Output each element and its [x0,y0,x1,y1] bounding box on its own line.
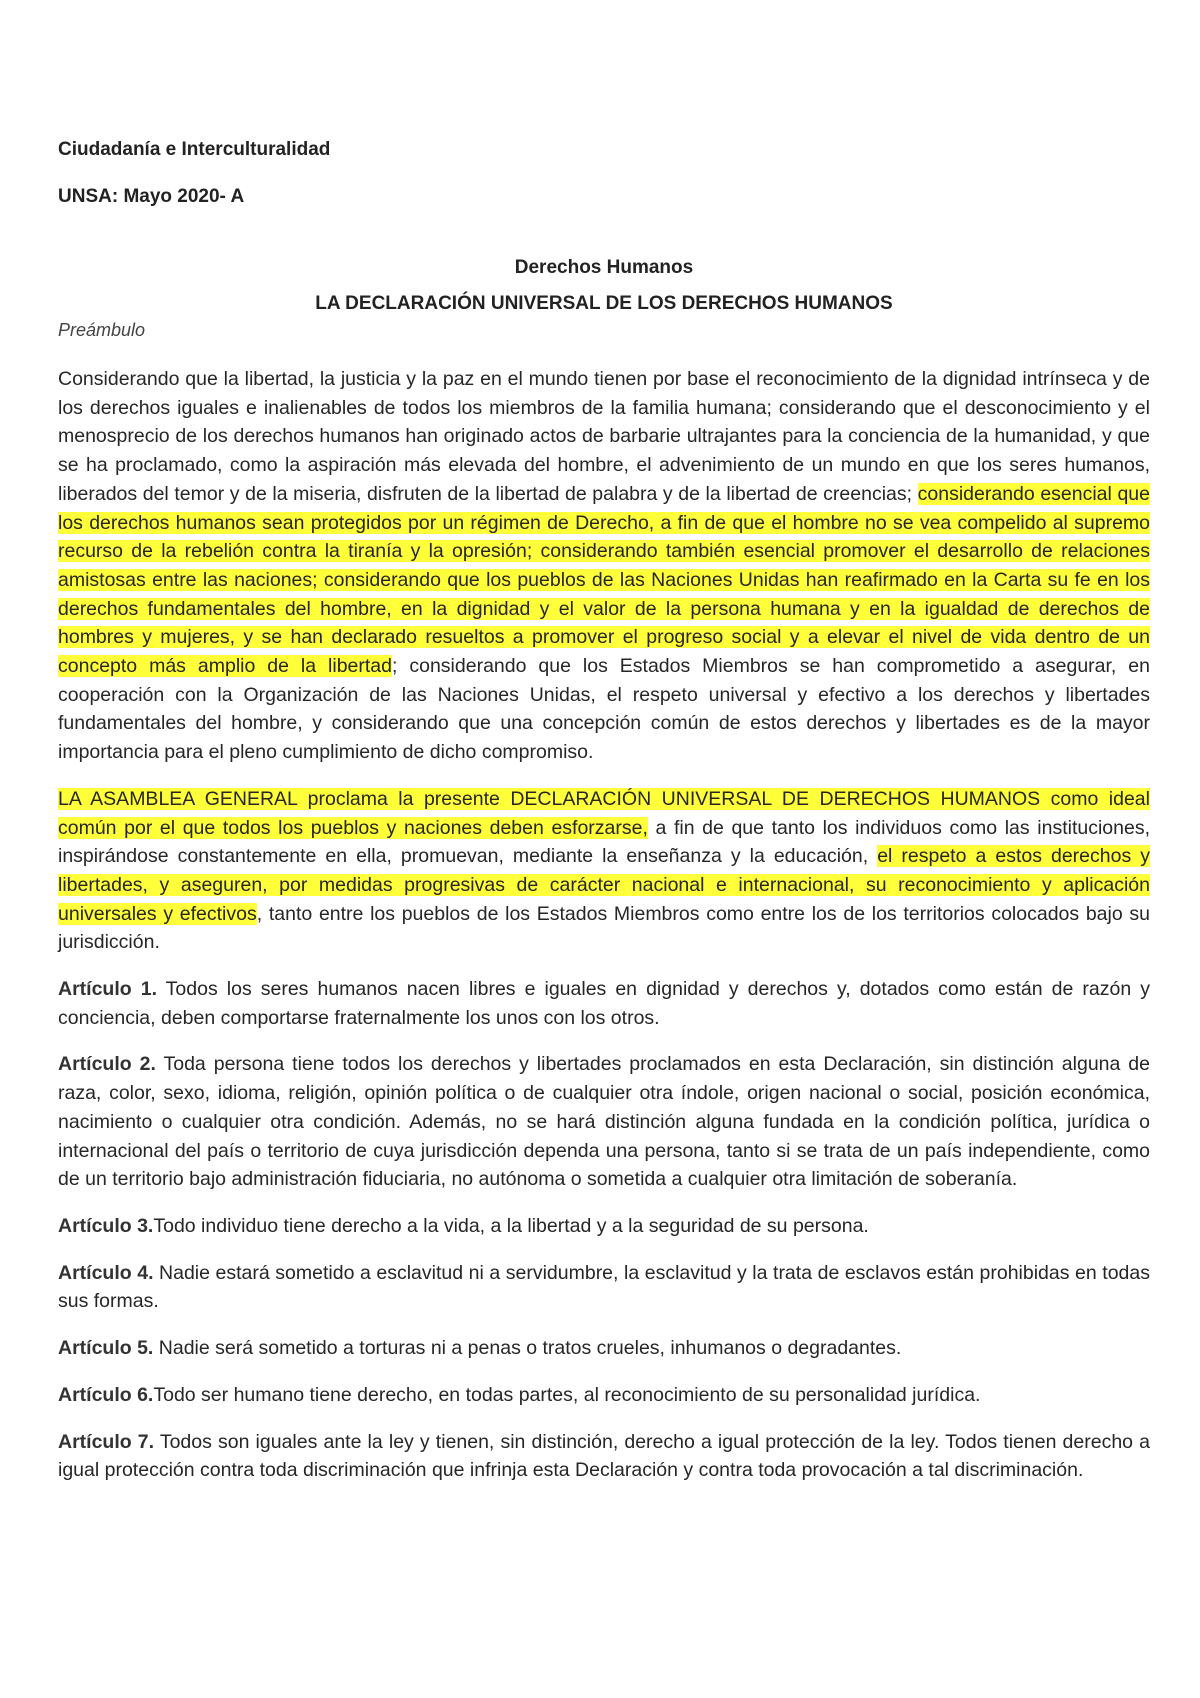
highlighted-text: considerando esencial que los derechos humanos sean protegidos por un régimen de Derecho, a fin de que el hombre no se vea compelido al supremo recurso de la rebelión contra la tiranía y la opresión; considerando también esencial promover el desarrollo de relaciones amistosas entre las naciones; considerando que los pueblos de las Naciones Unidas han reafirmado en la Carta su fe en los derechos fundamentales del hombre, en la dignidad y el valor de la persona humana y en la igualdad de derechos de hombres y mujeres, y se han declarado resueltos a promover el progreso social y a elevar el nivel de vida dentro de un concepto más amplio de la libertad [58,482,1150,678]
article-7 [58,1428,1150,1485]
article-6 [58,1381,1150,1410]
preamble-text: , tanto entre los pueblos de los Estados Miembros como entre los de los territorios colocados bajo su jurisdicción. [58,902,1150,954]
article-5 [58,1334,1150,1363]
article-text: Todos los seres humanos nacen libres e iguales en dignidad y derechos y, dotados como están de razón y conciencia, deben comportarse fraternalmente los unos con los otros. [58,978,1150,1029]
article-text: Todo ser humano tiene derecho, en todas partes, al reconocimiento de su personalidad jurídica. [153,1383,981,1406]
article-text: Todos son iguales ante la ley y tienen, sin distinción, derecho a igual protección de la ley. Todos tienen derecho a igual protección contra toda discriminación que infrinja esta Declaración y contra toda provocación a tal discriminación. [58,1430,1150,1482]
article-4 [58,1259,1150,1316]
institution-date: UNSA: Mayo 2020- A [58,186,245,207]
article-text: Toda persona tiene todos los derechos y libertades proclamados en esta Declaración, sin distinción alguna de raza, color, sexo, idioma, religión, opinión política o de cualquier otra índole, origen nacional o social, posición económica, nacimiento o cualquier otra condición. Además, no se hará distinción alguna fundada en la condición política, jurídica o internacional del país o territorio de cuya jurisdicción dependa una persona, tanto si se trata de un país independiente, como de un territorio bajo administración fiduciaria, no autónoma o sometida a cualquier otra limitación de soberanía. [58,1053,1150,1191]
article-text: Todo individuo tiene derecho a la vida, a la libertad y a la seguridad de su persona. [153,1214,869,1237]
article-label: Artículo 5. [58,1337,154,1360]
article-label: Artículo 6. [58,1383,154,1406]
preamble-paragraph-2 [58,785,1150,957]
article-label: Artículo 4. [58,1261,154,1284]
article-label: Artículo 3. [58,1214,154,1237]
section-title: Derechos Humanos [514,257,694,278]
course-name: Ciudadanía e Interculturalidad [58,139,331,160]
preamble-text: ; considerando que los Estados Miembros se han comprometido a asegurar, en cooperación con la Organización de las Naciones Unidas, el respeto universal y efectivo a los derechos y libertades fundamentales del hombre, y considerando que una concepción común de estos derechos y libertades es de la mayor importancia para el pleno cumplimiento de dicho compromiso. [58,655,1150,764]
highlighted-text: LA ASAMBLEA GENERAL proclama la presente DECLARACIÓN UNIVERSAL DE DERECHOS HUMANOS como ideal común por el que todos los pueblos y naciones deben esforzarse, [58,787,1150,839]
highlighted-text: el respeto a estos derechos y libertades, y aseguren, por medidas progresivas de carácter nacional e internacional, su reconocimiento y aplicación universales y efectivos [58,845,1150,925]
preamble-text: Considerando que la libertad, la justicia y la paz en el mundo tienen por base el reconocimiento de la dignidad intrínseca y de los derechos iguales e inalienables de todos los miembros de la familia humana; considerando que el desconocimiento y el menosprecio de los derechos humanos han originado actos de barbarie ultrajantes para la conciencia de la humanidad, y que se ha proclamado, como la aspiración más elevada del hombre, el advenimiento de un mundo en que los seres humanos, liberados del temor y de la miseria, disfruten de la libertad de palabra y de la libertad de creencias; [58,368,1150,505]
preamble-text: a fin de que tanto los individuos como las instituciones, inspirándose constantemente en ella, promuevan, mediante la enseñanza y la educación, [58,816,1150,868]
document-title: LA DECLARACIÓN UNIVERSAL DE LOS DERECHOS HUMANOS [315,293,893,314]
preamble-label: Preámbulo [58,320,146,340]
article-text: Nadie estará sometido a esclavitud ni a servidumbre, la esclavitud y la trata de esclavos están prohibidas en todas sus formas. [58,1261,1150,1313]
article-label: Artículo 2. [58,1053,156,1076]
preamble-paragraph-1 [58,365,1150,767]
article-label: Artículo 7. [58,1430,155,1453]
article-3 [58,1212,1150,1241]
article-2 [58,1050,1150,1194]
article-text: Nadie será sometido a torturas ni a penas o tratos crueles, inhumanos o degradantes. [153,1337,902,1360]
article-1 [58,975,1150,1032]
article-label: Artículo 1. [58,978,157,1001]
